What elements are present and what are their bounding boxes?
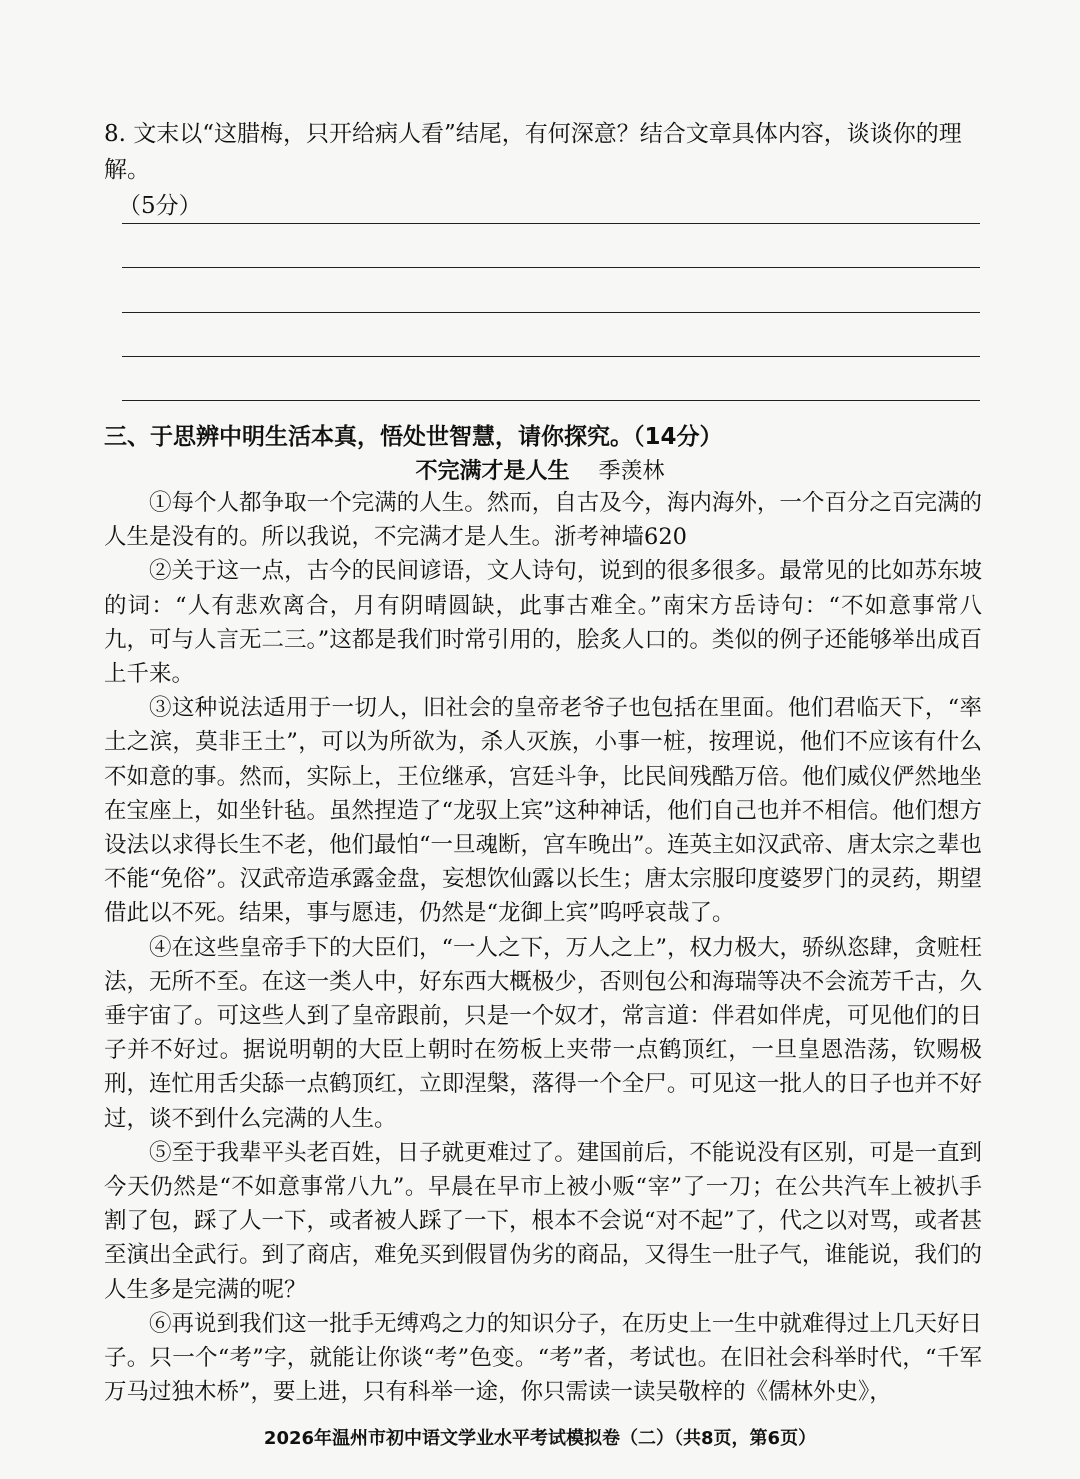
essay-body xyxy=(104,486,982,1409)
question-8 xyxy=(104,116,1004,224)
essay-title: 不完满才是人生 xyxy=(415,459,570,484)
paragraph: ⑤至于我辈平头老百姓，日子就更难过了。建国前后，不能说没有区别，可是一直到今天仍然是“不如意事常八九”。早晨在早市上被小贩“宰”了一刀；在公共汽车上被扒手割了包，踩了人一下，或者被人踩了一下，根本不会说“对不起”了，代之以对骂，或者甚至演出全武行。到了商店，难免买到假冒伪劣的商品，又得生一肚子气，谁能说，我们的人生多是完满的呢？ xyxy=(104,1139,983,1303)
page-footer: 2026年温州市初中语文学业水平考试模拟卷（二）（共8页，第6页） xyxy=(263,1428,817,1449)
paragraph: ①每个人都争取一个完满的人生。然而，自古及今，海内海外，一个百分之百完满的人生是没有的。所以我说，不完满才是人生。浙考神墙620 xyxy=(104,490,982,551)
answer-line[interactable] xyxy=(122,267,980,268)
answer-line[interactable] xyxy=(122,223,980,224)
paragraph: ②关于这一点，古今的民间谚语，文人诗句，说到的很多很多。最常见的比如苏东坡的词：“人有悲欢离合，月有阴晴圆缺，此事古难全。”南宋方岳诗句：“不如意事常八九，可与人言无二三。”这都是我们时常引用的，脍炙人口的。类似的例子还能够举出成百上千来。 xyxy=(104,558,982,688)
answer-line[interactable] xyxy=(122,356,980,357)
essay-author: 季羡林 xyxy=(598,459,665,484)
essay-heading xyxy=(0,456,1080,488)
answer-line[interactable] xyxy=(122,312,980,313)
question-8-score: （5分） xyxy=(118,193,202,219)
paragraph: ③这种说法适用于一切人，旧社会的皇帝老爷子也包括在里面。他们君临天下，“率土之滨，莫非王土”，可以为所欲为，杀人灭族，小事一桩，按理说，他们不应该有什么不如意的事。然而，实际上，王位继承，宫廷斗争，比民间残酷万倍。他们威仪俨然地坐在宝座上，如坐针毡。虽然捏造了“龙驭上宾”这种神话，他们自己也并不相信。他们想方设法以求得长生不老，他们最怕“一旦魂断，宫车晚出”。连英主如汉武帝、唐太宗之辈也不能“免俗”。汉武帝造承露金盘，妄想饮仙露以长生；唐太宗服印度婆罗门的灵药，期望借此以不死。结果，事与愿违，仍然是“龙御上宾”呜呼哀哉了。 xyxy=(104,695,983,927)
section-3-title: 三、于思辨中明生活本真，悟处世智慧，请你探究。（14分） xyxy=(104,424,723,450)
paragraph: ④在这些皇帝手下的大臣们，“一人之下，万人之上”，权力极大，骄纵恣肆，贪赃枉法，无所不至。在这一类人中，好东西大概极少，否则包公和海瑞等决不会流芳千古，久垂宇宙了。可这些人到了皇帝跟前，只是一个奴才，常言道：伴君如伴虎，可见他们的日子并不好过。据说明朝的大臣上朝时在笏板上夹带一点鹤顶红，一旦皇恩浩荡，钦赐极刑，连忙用舌尖舔一点鹤顶红，立即涅槃，落得一个全尸。可见这一批人的日子也并不好过，谈不到什么完满的人生。 xyxy=(104,934,983,1132)
question-8-text: 8. 文末以“这腊梅，只开给病人看”结尾，有何深意？结合文章具体内容，谈谈你的理解。 xyxy=(104,121,962,183)
paragraph: ⑥再说到我们这一批手无缚鸡之力的知识分子，在历史上一生中就难得过上几天好日子。只一个“考”字，就能让你谈“考”色变。“考”者，考试也。在旧社会科举时代，“千军万马过独木桥”，要上进，只有科举一途，你只需读一读吴敬梓的《儒林外史》， xyxy=(104,1310,982,1406)
answer-line[interactable] xyxy=(122,400,980,401)
